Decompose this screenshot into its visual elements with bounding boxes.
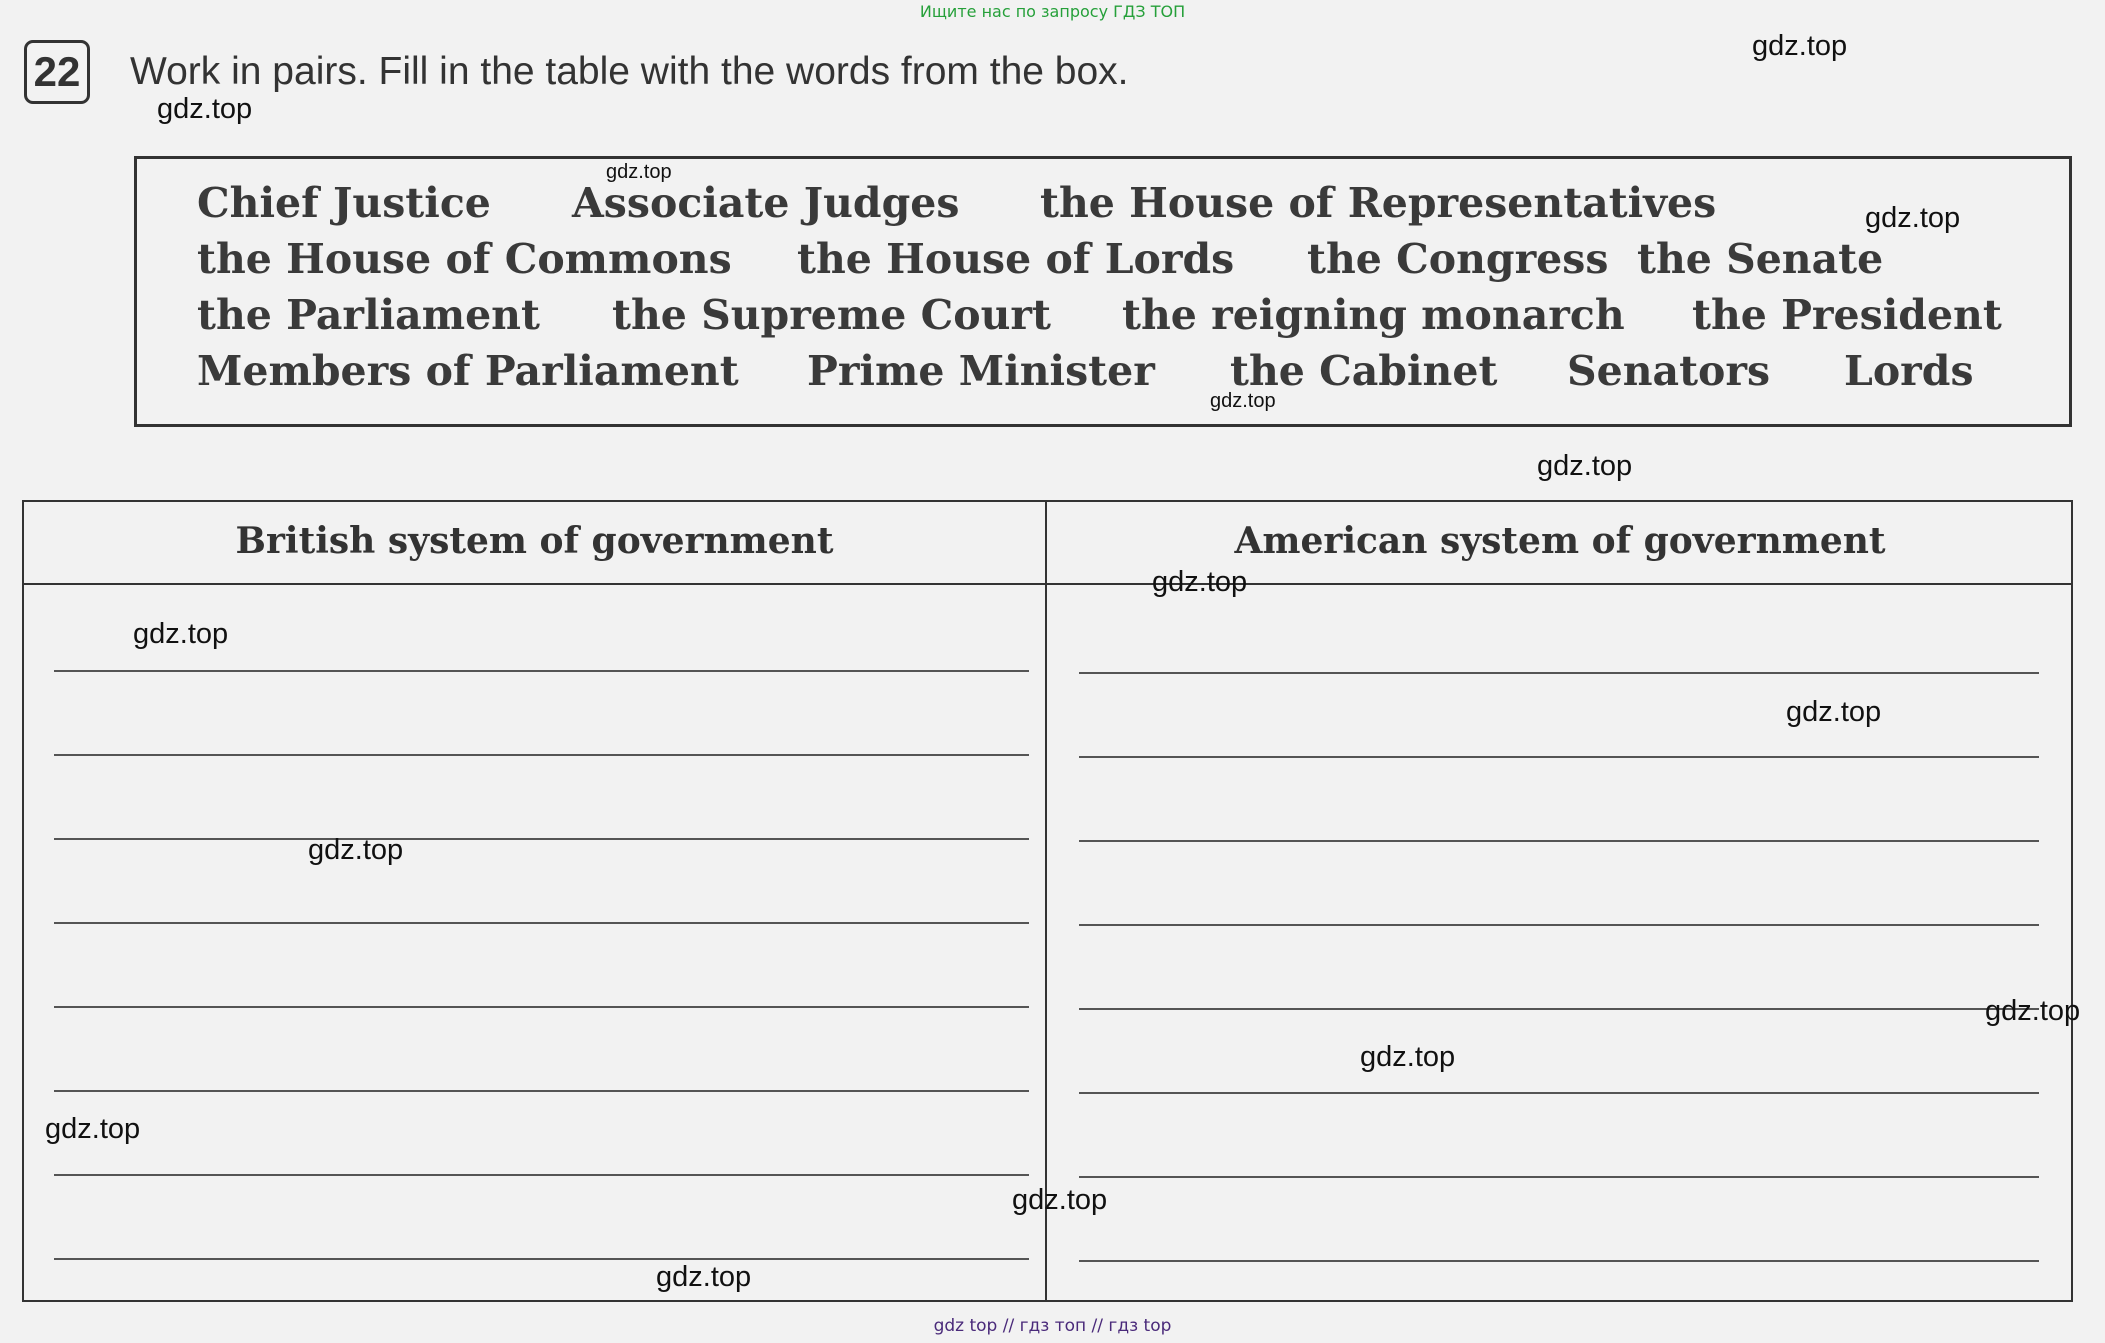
watermark: gdz.top [45,1113,141,1145]
british-answer-line[interactable] [54,838,1029,840]
watermark: gdz.top [1152,566,1248,598]
british-answer-line[interactable] [54,1174,1029,1176]
word-members-of-parliament: Members of Parliament [197,347,739,395]
exercise-instruction: Work in pairs. Fill in the table with the words from the box. [130,50,1129,93]
british-answer-line[interactable] [54,922,1029,924]
watermark: gdz.top [1360,1041,1456,1073]
watermark: gdz.top [1537,450,1633,482]
word-house-of-representatives: the House of Representatives [1040,179,1717,227]
american-answer-line[interactable] [1079,672,2039,674]
watermark: gdz.top [656,1261,752,1293]
bottom-banner[interactable]: gdz top // гдз топ // гдз top [933,1316,1172,1336]
exercise-number: 22 [24,40,90,104]
word-the-congress: the Congress [1307,235,1609,283]
american-column-header: American system of government [1234,520,1886,562]
answer-table [22,500,2073,1302]
word-the-senate: the Senate [1637,235,1884,283]
british-answer-line[interactable] [54,670,1029,672]
british-answer-line[interactable] [54,1006,1029,1008]
word-box [134,156,2072,427]
word-senators: Senators [1567,347,1771,395]
word-the-cabinet: the Cabinet [1230,347,1498,395]
american-answer-line[interactable] [1079,924,2039,926]
british-answer-line[interactable] [54,754,1029,756]
watermark: gdz.top [1752,30,1848,62]
british-answer-line[interactable] [54,1258,1029,1260]
word-prime-minister: Prime Minister [807,347,1155,395]
watermark: gdz.top [308,834,404,866]
watermark: gdz.top [1786,696,1882,728]
watermark: gdz.top [606,161,672,183]
american-answer-line[interactable] [1079,1260,2039,1262]
watermark: gdz.top [1985,995,2081,1027]
watermark: gdz.top [1865,202,1961,234]
word-associate-judges: Associate Judges [572,179,960,227]
american-answer-line[interactable] [1079,840,2039,842]
word-supreme-court: the Supreme Court [612,291,1051,339]
british-answer-line[interactable] [54,1090,1029,1092]
word-lords: Lords [1844,347,1974,395]
watermark: gdz.top [133,618,229,650]
word-reigning-monarch: the reigning monarch [1122,291,1625,339]
word-house-of-lords: the House of Lords [797,235,1235,283]
watermark: gdz.top [157,93,253,125]
column-divider [1045,502,1047,1300]
word-chief-justice: Chief Justice [197,179,491,227]
american-answer-line[interactable] [1079,756,2039,758]
header-divider [24,583,2071,585]
top-banner[interactable]: Ищите нас по запросу ГДЗ ТОП [919,2,1186,21]
american-answer-line[interactable] [1079,1176,2039,1178]
word-the-president: the President [1692,291,2002,339]
american-answer-line[interactable] [1079,1008,2039,1010]
word-the-parliament: the Parliament [197,291,540,339]
watermark: gdz.top [1012,1184,1108,1216]
word-house-of-commons: the House of Commons [197,235,732,283]
american-answer-line[interactable] [1079,1092,2039,1094]
watermark: gdz.top [1210,390,1276,412]
british-column-header: British system of government [235,520,834,562]
